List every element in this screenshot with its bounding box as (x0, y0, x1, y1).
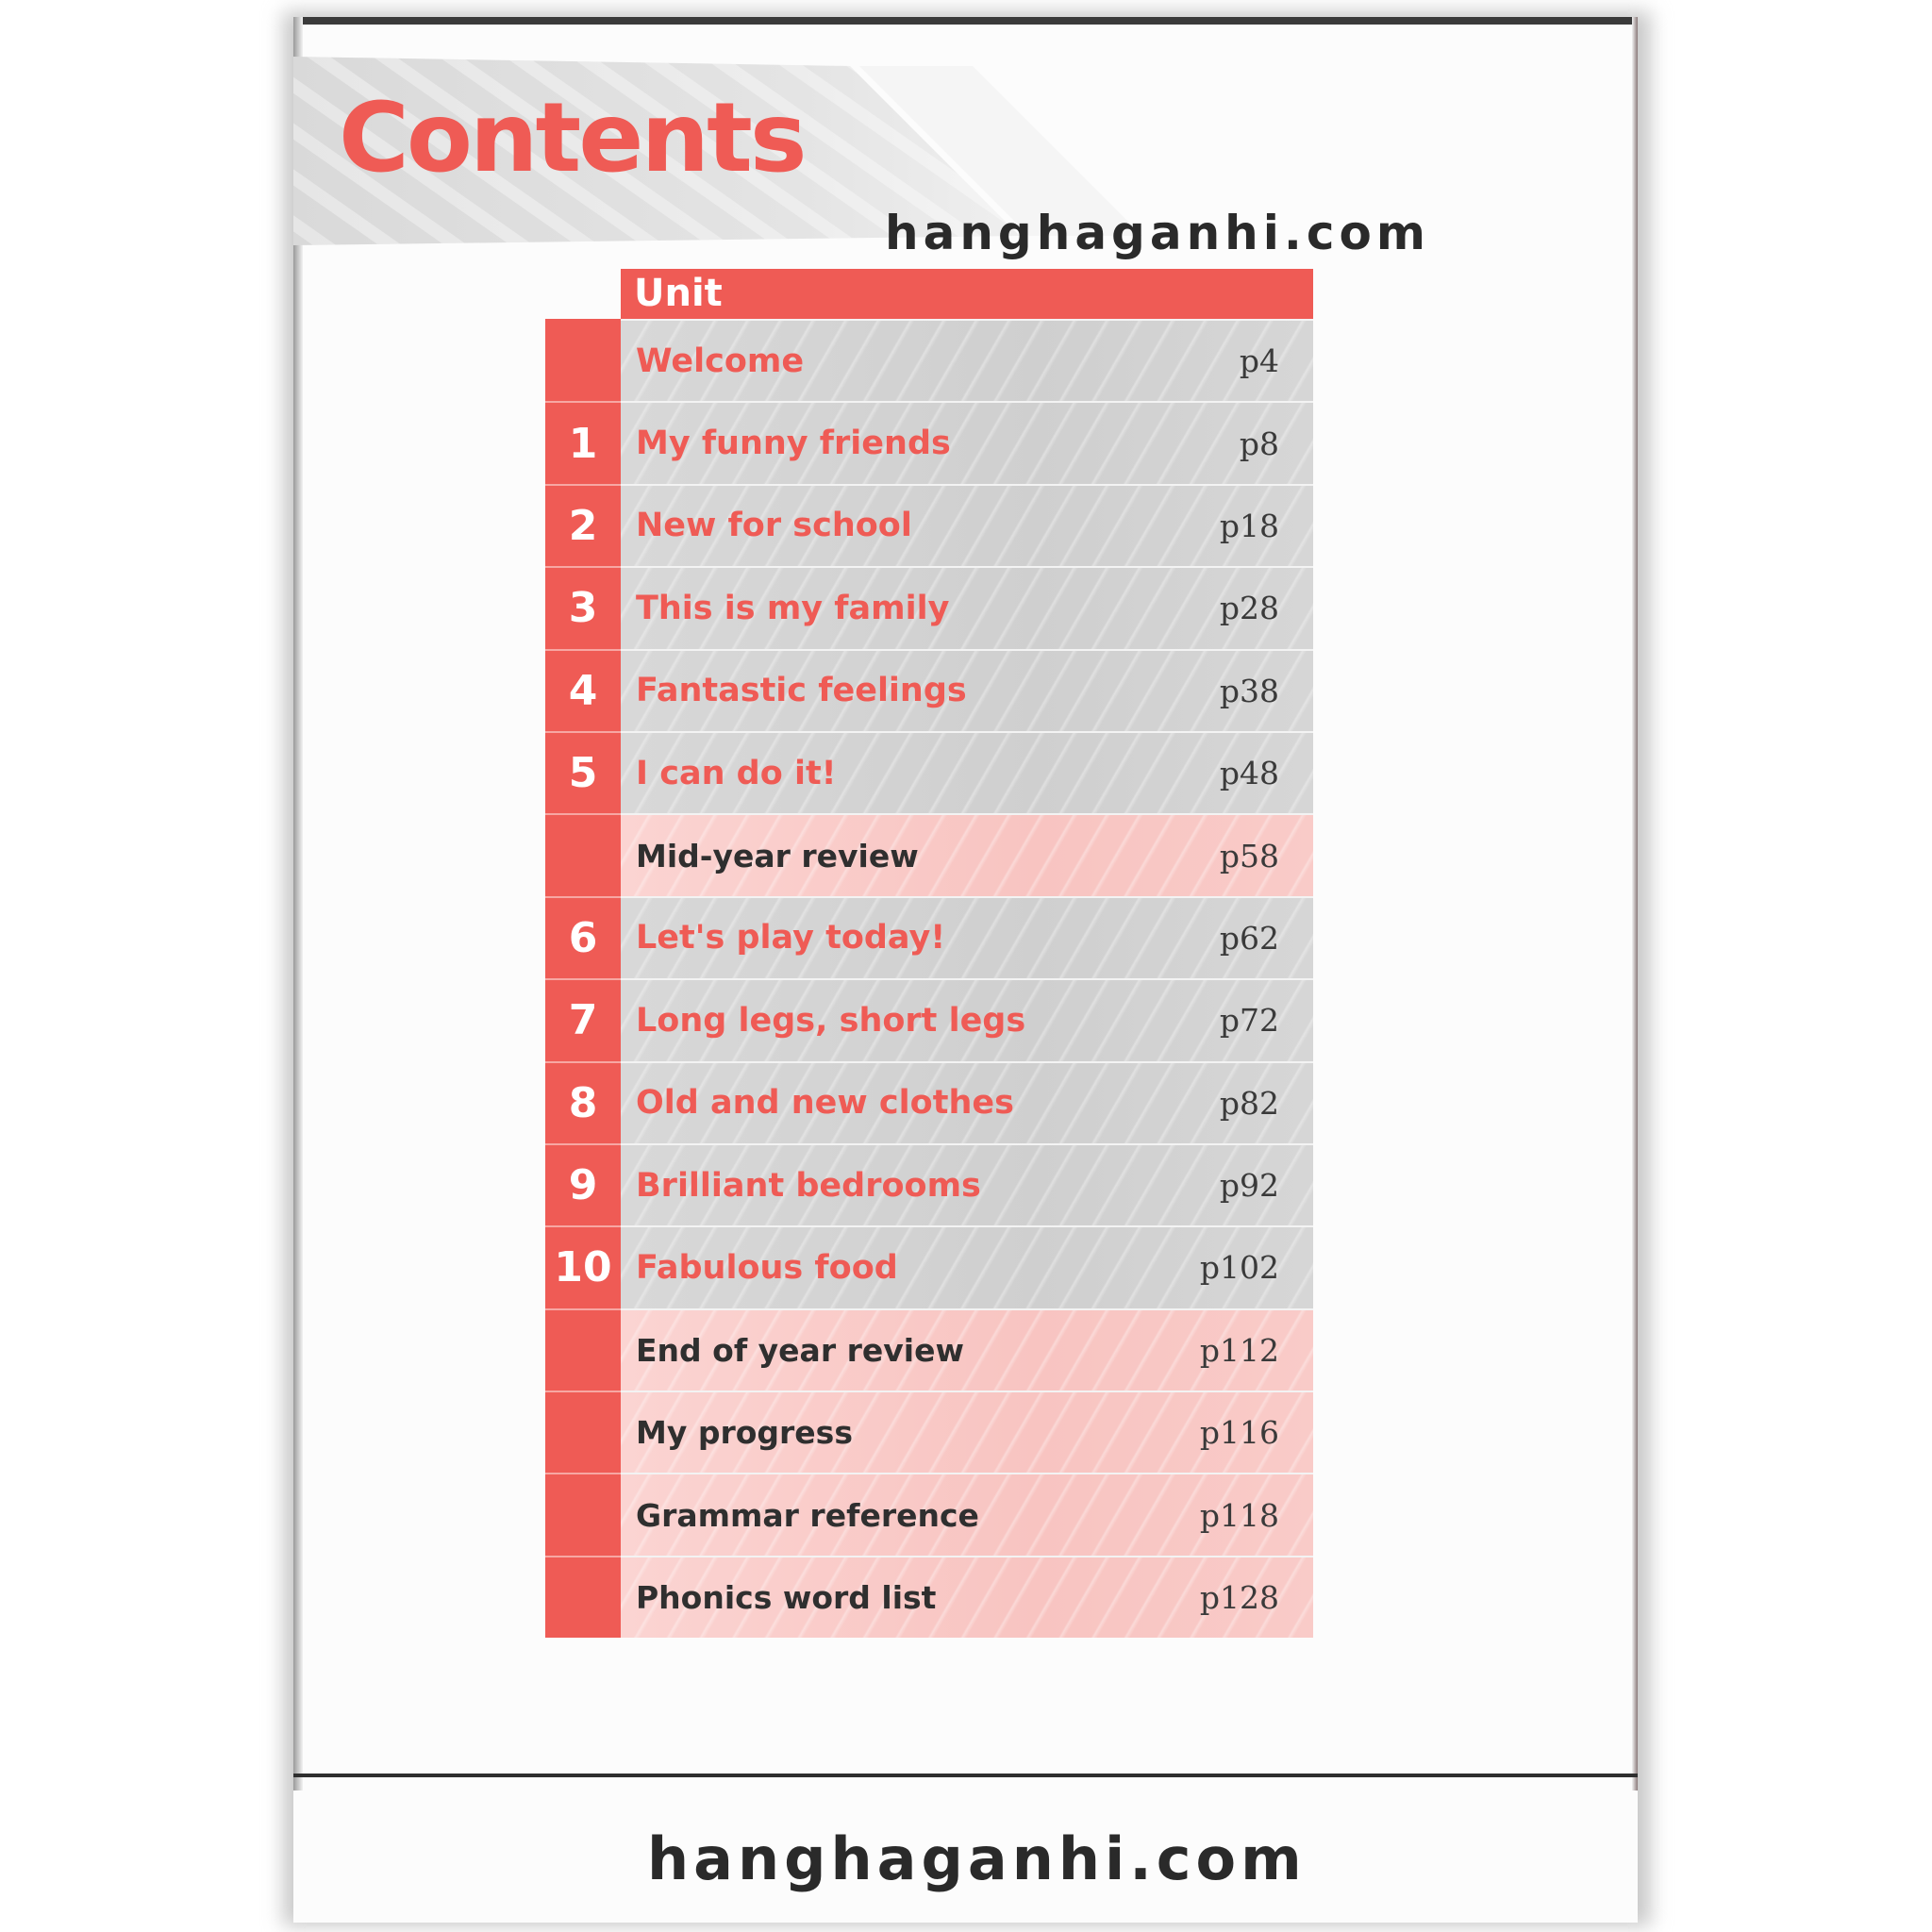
unit-number (545, 1391, 621, 1473)
toc-entry (621, 978, 1313, 1060)
toc-entry (621, 566, 1313, 648)
page-left-edge (293, 17, 303, 1790)
toc-row (545, 649, 1313, 731)
unit-number: 7 (545, 978, 621, 1060)
unit-number: 10 (545, 1225, 621, 1307)
toc-row (545, 731, 1313, 813)
unit-title: Fantastic feelings (636, 672, 967, 710)
toc-entry (621, 1143, 1313, 1225)
unit-number: 2 (545, 484, 621, 566)
page-number: p48 (1219, 755, 1279, 792)
toc-entry (621, 1391, 1313, 1473)
unit-title: Phonics word list (636, 1579, 937, 1617)
table-of-contents (545, 269, 1313, 1638)
toc-entry (621, 896, 1313, 978)
page-right-edge (1632, 17, 1638, 1790)
toc-row (545, 484, 1313, 566)
page-number: p8 (1239, 425, 1279, 462)
toc-row (545, 319, 1313, 401)
unit-number: 5 (545, 731, 621, 813)
unit-number (545, 1308, 621, 1391)
unit-title: I can do it! (636, 754, 837, 792)
unit-title: My progress (636, 1414, 853, 1452)
page-number: p102 (1199, 1249, 1279, 1287)
toc-entry (621, 1556, 1313, 1638)
page-number: p18 (1219, 507, 1279, 544)
toc-entry (621, 1225, 1313, 1307)
toc-entry (621, 1473, 1313, 1555)
unit-title: My funny friends (636, 425, 951, 463)
toc-entry (621, 1061, 1313, 1143)
toc-row (545, 1308, 1313, 1391)
toc-entry (621, 1308, 1313, 1391)
unit-title: Fabulous food (636, 1248, 898, 1287)
toc-row (545, 401, 1313, 483)
toc-row (545, 1225, 1313, 1307)
toc-entry (621, 731, 1313, 813)
page-title: Contents (339, 82, 805, 194)
toc-row (545, 1556, 1313, 1638)
unit-title: Old and new clothes (636, 1084, 1014, 1123)
unit-title: End of year review (636, 1331, 964, 1369)
watermark-top: hanghaganhi.com (885, 206, 1431, 260)
toc-row (545, 1061, 1313, 1143)
page-number: p58 (1219, 837, 1279, 874)
toc-rows (545, 319, 1313, 1638)
unit-number: 4 (545, 649, 621, 731)
page-number: p82 (1219, 1084, 1279, 1122)
toc-row (545, 1391, 1313, 1473)
unit-title: Mid-year review (636, 837, 919, 874)
toc-row (545, 978, 1313, 1060)
unit-number: 1 (545, 401, 621, 483)
toc-entry (621, 401, 1313, 483)
unit-number (545, 1473, 621, 1555)
page-number: p92 (1219, 1167, 1279, 1205)
unit-title: New for school (636, 507, 912, 545)
page-number: p116 (1199, 1414, 1279, 1452)
unit-title: Grammar reference (636, 1496, 979, 1534)
unit-number: 6 (545, 896, 621, 978)
page-number: p118 (1199, 1496, 1279, 1534)
page-number: p72 (1219, 1002, 1279, 1040)
page-number: p128 (1199, 1579, 1279, 1617)
unit-number: 3 (545, 566, 621, 648)
page-bottom-line (293, 1774, 1638, 1777)
unit-title: Let's play today! (636, 919, 946, 958)
unit-title: Brilliant bedrooms (636, 1166, 981, 1205)
unit-number (545, 813, 621, 895)
unit-title: Welcome (636, 341, 805, 380)
toc-entry (621, 649, 1313, 731)
page-number: p4 (1239, 342, 1279, 380)
page-number: p28 (1219, 590, 1279, 627)
toc-row (545, 1143, 1313, 1225)
page-top-edge (293, 17, 1638, 25)
toc-entry (621, 813, 1313, 895)
toc-row (545, 1473, 1313, 1555)
page-number: p62 (1219, 919, 1279, 957)
toc-row (545, 813, 1313, 895)
unit-title: Long legs, short legs (636, 1001, 1026, 1040)
page-number: p112 (1199, 1331, 1279, 1369)
toc-row (545, 896, 1313, 978)
unit-title: This is my family (636, 589, 950, 627)
unit-column-header: Unit (621, 269, 1313, 319)
unit-number: 8 (545, 1061, 621, 1143)
watermark-bottom: hanghaganhi.com (647, 1824, 1307, 1893)
unit-number (545, 319, 621, 401)
page-number: p38 (1219, 672, 1279, 709)
unit-number: 9 (545, 1143, 621, 1225)
toc-entry (621, 319, 1313, 401)
unit-number (545, 1556, 621, 1638)
toc-row (545, 566, 1313, 648)
toc-entry (621, 484, 1313, 566)
